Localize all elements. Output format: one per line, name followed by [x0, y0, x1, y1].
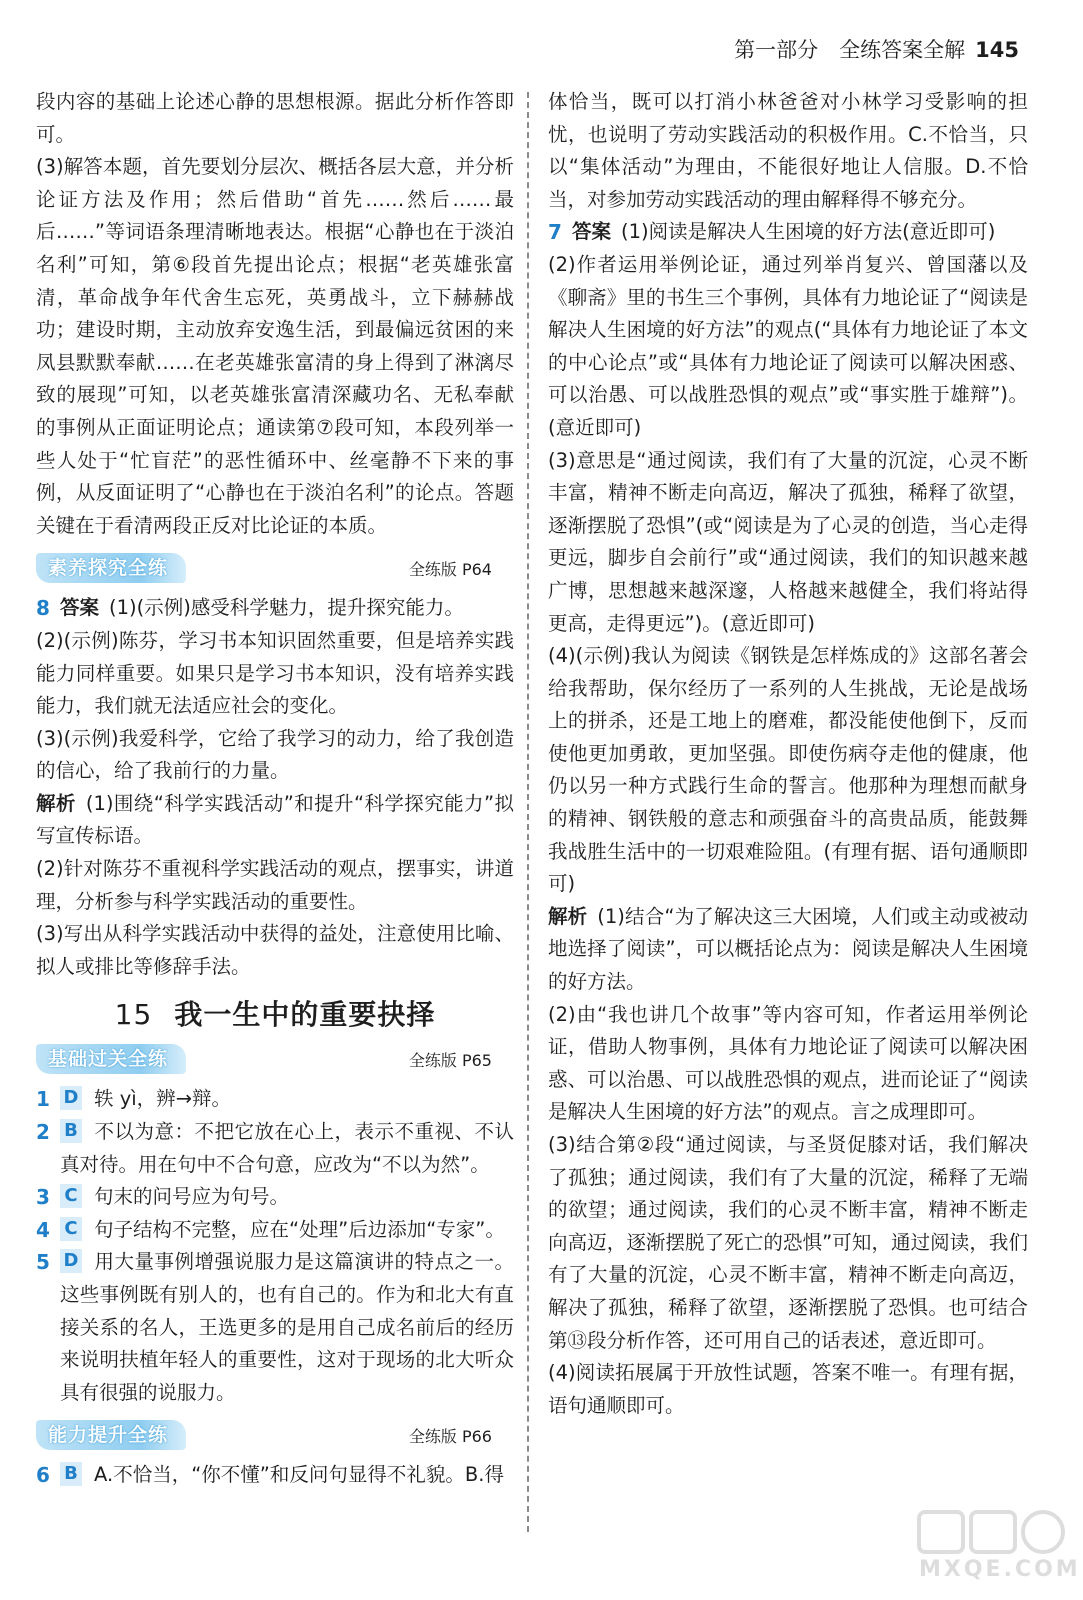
column-divider	[527, 92, 529, 1532]
basic-question	[36, 1246, 514, 1409]
answer-line: (2)作者运用举例论证，通过列举肖复兴、曾国藩以及《聊斋》里的书生三个事例，具体有力地论证了“阅读是解决人生困境的好方法”的观点(“具体有力地论证了本文的中心论点”或“具体有力地论证了阅读可以解决困惑、可以治愚、可以战胜恐惧的观点”或“事实胜于雄辩”)。(意近即可)	[548, 252, 1028, 439]
continued-paragraph: 体恰当，既可以打消小林爸爸对小林学习受影响的担忧，也说明了劳动实践活动的积极作用。C.不恰当，只以“集体活动”为理由，不能很好地让人信服。D.不恰当，对参加劳动实践活动的理由解释得不够充分。	[548, 90, 1028, 211]
question-number: 4	[36, 1217, 50, 1242]
intro-paragraph: (3)解答本题，首先要划分层次、概括各层大意，并分析论证方法及作用；然后借助“首先……然后……最后……”等词语条理清晰地表达。根据“心静也在于淡泊名利”可知，第⑥段首先提出论点；根据“老英雄张富清，革命战争年代舍生忘死，英勇战斗，立下赫赫战功；建设时期，主动放弃安逸生活，到最偏远贫困的来凤县默默奉献……在老英雄张富清的身上得到了淋漓尽致的展现”可知，以老英雄张富清深藏功名、无私奉献的事例从正面证明论点；通读第⑦段可知，本段列举一些人处于“忙盲茫”的恶性循环中、丝毫静不下来的事例，从反面证明了“心静也在于淡泊名利”的论点。答题关键在于看清两段正反对比论证的本质。	[36, 155, 514, 537]
analysis-label: 解析	[548, 904, 588, 928]
analysis-line: (1)结合“为了解决这三大困境，人们或主动或被动地选择了阅读”，可以概括论点为：阅读是解决人生困境的好方法。	[548, 904, 1028, 994]
section-banner: 基础过关全练	[36, 1044, 186, 1074]
basic-question	[36, 1116, 514, 1181]
question-explanation: 句子结构不完整，应在“处理”后边添加“专家”。	[94, 1217, 505, 1241]
answer-option-badge: B	[60, 1462, 82, 1486]
answer-label: 答案	[572, 220, 612, 244]
right-column	[548, 86, 1028, 1422]
section-ref: 全练版 P64	[408, 559, 492, 579]
section-header	[36, 550, 514, 586]
answer-line: (1)(示例)感受科学魅力，提升探究能力。	[109, 596, 464, 620]
lesson-number: 15	[114, 998, 153, 1032]
question-7	[548, 216, 1028, 249]
answer-option-badge: D	[60, 1086, 82, 1110]
section-ref: 全练版 P65	[408, 1050, 492, 1070]
left-column	[36, 86, 514, 1492]
question-explanation: 句末的问号应为句号。	[94, 1185, 290, 1209]
site-watermark	[909, 1506, 1081, 1586]
answer-line: (3)(示例)我爱科学，它给了我学习的动力，给了我创造的信心，给了我前行的力量。	[36, 726, 514, 783]
analysis-line: (3)写出从科学实践活动中获得的益处，注意使用比喻、拟人或排比等修辞手法。	[36, 922, 514, 978]
header-title: 第一部分 全练答案全解	[734, 38, 966, 62]
question-number: 2	[36, 1120, 50, 1145]
section-banner: 能力提升全练	[36, 1420, 186, 1450]
question-number: 8	[36, 596, 50, 621]
question-6	[36, 1459, 514, 1492]
analysis-line: (1)围绕“科学实践活动”和提升“科学探究能力”拟写宣传标语。	[36, 791, 514, 848]
section-header	[36, 1417, 514, 1453]
answer-option-badge: C	[60, 1184, 82, 1208]
lesson-name: 我一生中的重要抉择	[174, 998, 436, 1032]
answer-line: (3)意思是“通过阅读，我们有了大量的沉淀，心灵不断丰富，精神不断走向高迈，解决了孤独，稀释了欲望，逐渐摆脱了恐惧”(或“阅读是为了心灵的创造，当心走得更远，脚步自会前行”或“通过阅读，我们的知识越来越广博，思想越来越深邃，人格越来越健全，我们将站得更高，走得更远”)。(意近即可)	[548, 448, 1028, 635]
lesson-title	[36, 993, 514, 1033]
answer-line: (2)(示例)陈芬，学习书本知识固然重要，但是培养实践能力同样重要。如果只是学习书本知识，没有培养实践能力，我们就无法适应社会的变化。	[36, 628, 514, 718]
analysis-line: (2)针对陈芬不重视科学实践活动的观点，摆事实，讲道理，分析参与科学实践活动的重要性。	[36, 857, 514, 913]
section-banner: 素养探究全练	[36, 553, 186, 583]
basic-question	[36, 1214, 514, 1247]
question-explanation: A.不恰当，“你不懂”和反问句显得不礼貌。B.得	[94, 1463, 504, 1487]
answer-option-badge: C	[60, 1217, 82, 1241]
analysis-line: (3)结合第②段“通过阅读，与圣贤促膝对话，我们解决了孤独；通过阅读，我们有了大量的沉淀，稀释了无端的欲望；通过阅读，我们的心灵不断丰富，精神不断走向高迈，逐渐摆脱了死亡的恐惧”可知，通过阅读，我们有了大量的沉淀，心灵不断丰富，精神不断走向高迈，解决了孤独，稀释了欲望，逐渐摆脱了恐惧。也可结合第⑬段分析作答，还可用自己的话表述，意近即可。	[548, 1133, 1028, 1352]
question-number: 5	[36, 1250, 50, 1275]
answer-option-badge: B	[60, 1119, 82, 1143]
intro-paragraph: 段内容的基础上论述心静的思想根源。据此分析作答即可。	[36, 90, 514, 146]
analysis-line: (2)由“我也讲几个故事”等内容可知，作者运用举例论证，借助人物事例，具体有力地论证了阅读可以解决困惑、可以治愚、可以战胜恐惧的观点，进而论证了“阅读是解决人生困境的好方法”的观点。言之成理即可。	[548, 1002, 1028, 1124]
question-number: 7	[548, 220, 562, 245]
section-ref: 全练版 P66	[408, 1426, 492, 1446]
watermark-text: MXQE.COM	[919, 1557, 1081, 1582]
section-header	[36, 1041, 514, 1077]
page-header	[734, 34, 1019, 64]
question-explanation: 不以为意：不把它放在心上，表示不重视、不认真对待。用在句中不合句意，应改为“不以为然”。	[60, 1120, 514, 1176]
basic-question	[36, 1181, 514, 1214]
analysis-line: (4)阅读拓展属于开放性试题，答案不唯一。有理有据，语句通顺即可。	[548, 1361, 1028, 1417]
answer-line: (4)(示例)我认为阅读《钢铁是怎样炼成的》这部名著会给我帮助，保尔经历了一系列的人生挑战，无论是战场上的拼杀，还是工地上的磨难，都没能使他倒下，反而使他更加勇敢，更加坚强。即使伤病夺走他的健康，他仍以另一种方式践行生命的誓言。他那种为理想而献身的精神、钢铁般的意志和顽强奋斗的高贵品质，能鼓舞我战胜生活中的一切艰难险阻。(有理有据、语句通顺即可)	[548, 644, 1028, 896]
question-8	[36, 592, 514, 625]
question-explanation: 用大量事例增强说服力是这篇演讲的特点之一。这些事例既有别人的，也有自己的。作为和北大有直接关系的名人，王选更多的是用自己成名前后的经历来说明扶植年轻人的重要性，这对于现场的北大听众具有很强的说服力。	[60, 1250, 514, 1404]
answer-option-badge: D	[60, 1249, 82, 1273]
question-explanation: 轶 yì，辨→辩。	[94, 1087, 231, 1111]
answer-line: (1)阅读是解决人生困境的好方法(意近即可)	[621, 220, 996, 244]
question-number: 6	[36, 1463, 50, 1488]
analysis-label: 解析	[36, 791, 76, 815]
answer-label: 答案	[60, 596, 100, 620]
question-number: 1	[36, 1087, 50, 1112]
page-number: 145	[975, 38, 1019, 62]
question-number: 3	[36, 1185, 50, 1210]
basic-question	[36, 1083, 514, 1116]
